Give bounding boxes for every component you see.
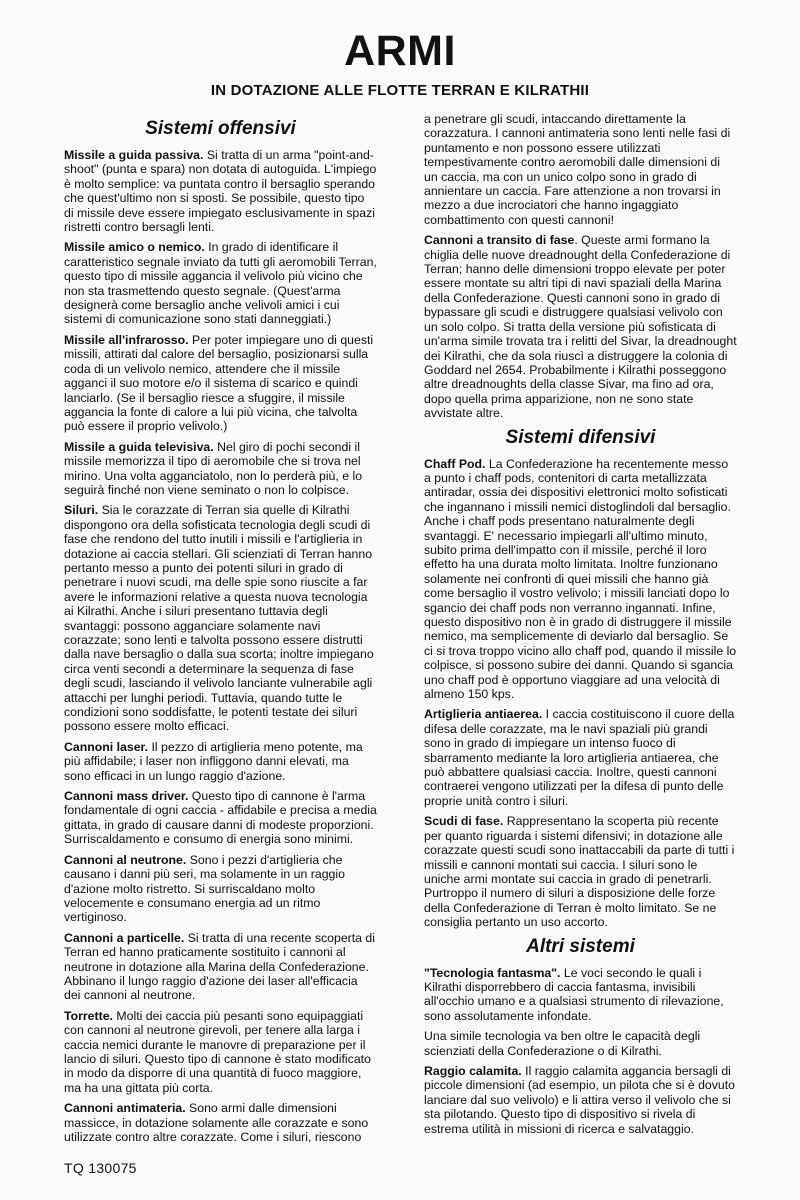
continued-paragraph: a penetrare gli scudi, intaccando direttamente la corazzatura. I cannoni antimateria sono lenti nelle fasi di puntamento e non possono essere utilizzati tempestivamente contro aeromobili dalle dimensioni di un caccia, ma con un unico colpo sono in grado di annientare un caccia. Fare attenzione a non trovarsi in mezzo a due incrociatori che hanno ingaggiato combattimento con questi cannoni! [424, 112, 731, 227]
weapon-description: Sono armi dalle dimensioni massicce, in dotazione solamente alle corazzate e sono utilizzate contro altre corazzate. Come i siluri, riescono [64, 1101, 369, 1144]
weapon-entry [424, 1029, 737, 1058]
other-items [424, 966, 737, 1136]
weapon-description: . Queste armi formano la chiglia delle nuove dreadnought della Confederazione di Terran; hanno delle dimensioni troppo elevate per poter essere montate su altri tipi di navi spaziali della Marina della Confederazione. Questi cannoni sono in grado di bypassare gli scudi e distruggere qualsiasi velivolo con un solo colpo. Si tratta della versione più sofisticata di un'arma simile trovata tra i relitti del Sivar, la dreadnought dei Kilrathi, che da sola riuscì a distruggere la colonia di Goddard nel 2654. Probabilmente i Kilrathi posseggono altre dreadnoughts della classe Sivar, ma fino ad ora, dopo quella prima apparizione, non ne sono state avvistate altre. [424, 233, 737, 421]
weapon-name: Missile a guida passiva. [64, 148, 204, 162]
left-column [64, 112, 377, 1150]
weapon-entry [64, 931, 377, 1003]
weapon-name: Cannoni laser. [64, 739, 149, 754]
weapon-name: Cannoni mass driver. [64, 789, 189, 804]
page-header [0, 28, 800, 99]
page-subtitle: IN DOTAZIONE ALLE FLOTTE TERRAN E KILRATHII [210, 82, 590, 99]
weapon-description: Una simile tecnologia va ben oltre le capacità degli scienziati della Confederazione o di Kilrathi. [424, 1029, 701, 1058]
weapon-name: Missile a guida televisiva. [64, 439, 214, 454]
section-title-offensive: Sistemi offensivi [145, 118, 296, 139]
section-title-defensive: Sistemi difensivi [505, 426, 656, 448]
weapon-description: Si tratta di un arma "point-and-shoot" (punta e spara) non dotata di autoguida. L'impiego è molto semplice: va puntata contro il bersaglio sperando che quest'ultimo non si sposti. Se possibile, questo tipo di missile deve essere impiegato esclusivamente in spazi ristretti contro bersagli lenti. [64, 148, 377, 235]
weapon-description: Nel giro di pochi secondi il missile memorizza il tipo di aeromobile che si trova nel mirino. Una volta agganciatolo, non lo perderà più, e lo seguirà finché non viene seminato o non lo colpisce. [64, 439, 363, 497]
weapon-entry [424, 966, 737, 1024]
weapon-entry [64, 740, 377, 783]
weapon-description: Il pezzo di artiglieria meno potente, ma più affidabile; i laser non infliggono danni elevati, ma sono efficaci in un lungo raggio d'azione. [64, 739, 363, 783]
weapon-entry [424, 707, 737, 808]
weapon-entry [64, 789, 377, 847]
weapon-name: "Tecnologia fantasma". [424, 965, 561, 980]
weapon-name: Scudi di fase. [424, 814, 504, 829]
weapon-name: Artiglieria antiaerea. [424, 707, 543, 722]
weapon-description: Si tratta di una recente scoperta di Terran ed hanno praticamente sostituito i cannoni al neutrone in dotazione alla Marina della Confederazione. Abbinano il lungo raggio d'azione dei laser all'efficacia dei cannoni al neutrone. [64, 930, 375, 1003]
weapon-description: Rappresentano la scoperta più recente per quanto riguarda i sistemi difensivi; in dotazione alle corazzate questi scudi sono inattaccabili da parte di tutti i missili e cannoni montati sui caccia. I siluri sono le uniche armi montate sui caccia in grado di penetrarli. Purtroppo il numero di siluri a disposizione delle forze della Confederazione di Terran è molto limitato. Se ne consiglia pertanto un uso accorto. [424, 814, 735, 930]
weapon-name: Cannoni antimateria. [64, 1101, 186, 1116]
weapon-name: Cannoni a particelle. [64, 930, 185, 945]
weapon-entry [424, 814, 737, 929]
weapon-entry [64, 853, 377, 925]
weapon-description: Il raggio calamita aggancia bersagli di piccole dimensioni (ad esempio, un pilota che si è dovuto lanciare dal suo velivolo) e li attira verso il velivolo che si sta pilotando. Questo tipo di dispositivo si rivela di estrema utilità in missioni di ricerca e salvataggio. [424, 1063, 736, 1136]
weapon-name: Cannoni a transito di fase [424, 233, 575, 248]
page-title: ARMI [344, 27, 456, 75]
weapon-name: Torrette. [64, 1008, 113, 1023]
weapon-description: La Confederazione ha recentemente messo a punto i chaff pods, contenitori di carta metallizzata antiradar, ossia dei dispositivi elettronici molto sofisticati che ingannano i missili nemici distoglindoli dal bersaglio. Anche i chaff pods presentano naturalmente degli svantaggi. E' necessario impiegarli all'ultimo minuto, subito prima dell'impatto con il missile, perché il loro effetto ha una durata molto limitata. Inoltre funzionano solamente nei confronti di quei missili che hanno già come bersaglio il vostro velivolo; i missili lanciati dopo lo sgancio dei chaff pods non verranno ingannati. Infine, questo dispositivo non è in grado di distruggere il missile nemico, ma semplicemente di deviarlo dal bersaglio. Se ci si trova troppo vicino allo chaff pod, quando il missile lo colpisce, si possono subire dei danni. Quando si sgancia uno chaff pod è opportuno viaggiare ad una velocità di almeno 150 kps. [424, 456, 737, 702]
offensive-items-continued [424, 233, 737, 420]
weapon-name: Missile amico o nemico. [64, 240, 205, 255]
weapon-name: Raggio calamita. [424, 1063, 522, 1078]
weapon-description: Le voci secondo le quali i Kilrathi disporrebbero di caccia fantasma, invisibili all'occhio umano e a qualsiasi strumento di rilevazione, sono assolutamente infondate. [424, 965, 724, 1023]
footer-code: TQ 130075 [64, 1160, 137, 1176]
weapon-description: Sono i pezzi d'artiglieria che causano i danni più seri, ma solamente in un raggio d'azione molto ristretto. Si surriscaldano molto velocemente e consumano energia ad un ritmo vertiginoso. [64, 852, 345, 925]
weapon-description: Per poter impiegare uno di questi missili, attirati dal calore del bersaglio, posizionarsi sulla coda di un velivolo nemico, attendere che il missile agganci il suo motore e/o il sistema di scarico e quindi lanciarlo. (Se il bersaglio riesce a sfuggire, il missile aggancia la fonte di calore a lui più vicina, che talvolta può essere il proprio velivolo.) [64, 332, 374, 434]
offensive-items [64, 148, 377, 1144]
weapon-entry [64, 148, 377, 234]
weapon-description: In grado di identificare il caratteristico segnale inviato da tutti gli aeromobili Terran, questo tipo di missile aggancia il velivolo più vicino che non sta trasmettendo questo segnale. (Quest'arma designerà come bersaglio anche velivoli amici i cui sistemi di comunicazione sono stati danneggiati.) [64, 240, 377, 327]
weapon-entry [424, 457, 737, 702]
weapon-name: Missile all'infrarosso. [64, 332, 189, 347]
weapon-entry [64, 333, 377, 434]
weapon-description: Sia le corazzate di Terran sia quelle di Kilrathi dispongono ora della sofisticata tecnologia degli scudi di fase che rendono del tutto inutili i missili e l'artiglieria in dotazione ai caccia stellari. Gli scienziati di Terran hanno pertanto messo a punto dei potenti siluri in grado di penetrare i nuovi scudi, ma delle spie sono riuscite a far avere le informazioni relative a questa nuova tecnologia ai Kilrathi. Anche i siluri presentano tuttavia degli svantaggi: possono agganciare solamente navi corazzate; sono lenti e talvolta possono essere distrutti dalla nave bersaglio o dalla sua scorta; inoltre impiegano circa venti secondi a determinare la sequenza di fase degli scudi, lasciando il velivolo lanciante vulnerabile agli attacchi per lunghi periodi. Tuttavia, quando tutte le condizioni sono soddisfatte, le potenti testate dei siluri possono essere molto efficaci. [64, 503, 374, 734]
weapon-entry [64, 503, 377, 734]
weapon-description: Molti dei caccia più pesanti sono equipaggiati con cannoni al neutrone girevoli, per tenere alla larga i caccia nemici durante le manovre di preparazione per il lancio di siluri. Questo tipo di cannone è stato modificato in modo da disporre di una quantità di fuoco maggiore, ma ha una gittata più corta. [64, 1008, 371, 1095]
defensive-items [424, 457, 737, 930]
weapon-entry [424, 233, 737, 420]
weapon-entry [64, 1101, 377, 1144]
weapon-description: Questo tipo di cannone è l'arma fondamentale di ogni caccia - affidabile e precisa a media gittata, in grado di causare danni di modeste proporzioni. Surriscaldamento e consumo di energia sono minimi. [64, 789, 377, 847]
weapon-entry [64, 1009, 377, 1095]
weapon-name: Cannoni al neutrone. [64, 852, 187, 867]
section-title-other: Altri sistemi [526, 935, 635, 957]
weapon-entry [64, 440, 377, 498]
weapon-name: Siluri. [64, 503, 99, 518]
right-column [424, 112, 737, 1142]
weapon-description: I caccia costituiscono il cuore della difesa delle corazzate, ma le navi spaziali più grandi sono in grado di impiegare un intenso fuoco di sbarramento mediante la loro artiglieria antiaerea, che può abbattere qualsiasi caccia. Inoltre, questi cannoni contraerei vengono utilizzati per la difesa di punto delle proprie unità contro i siluri. [424, 707, 735, 808]
weapon-entry [424, 1064, 737, 1136]
weapon-name: Chaff Pod. [424, 456, 486, 471]
weapon-entry [64, 240, 377, 326]
